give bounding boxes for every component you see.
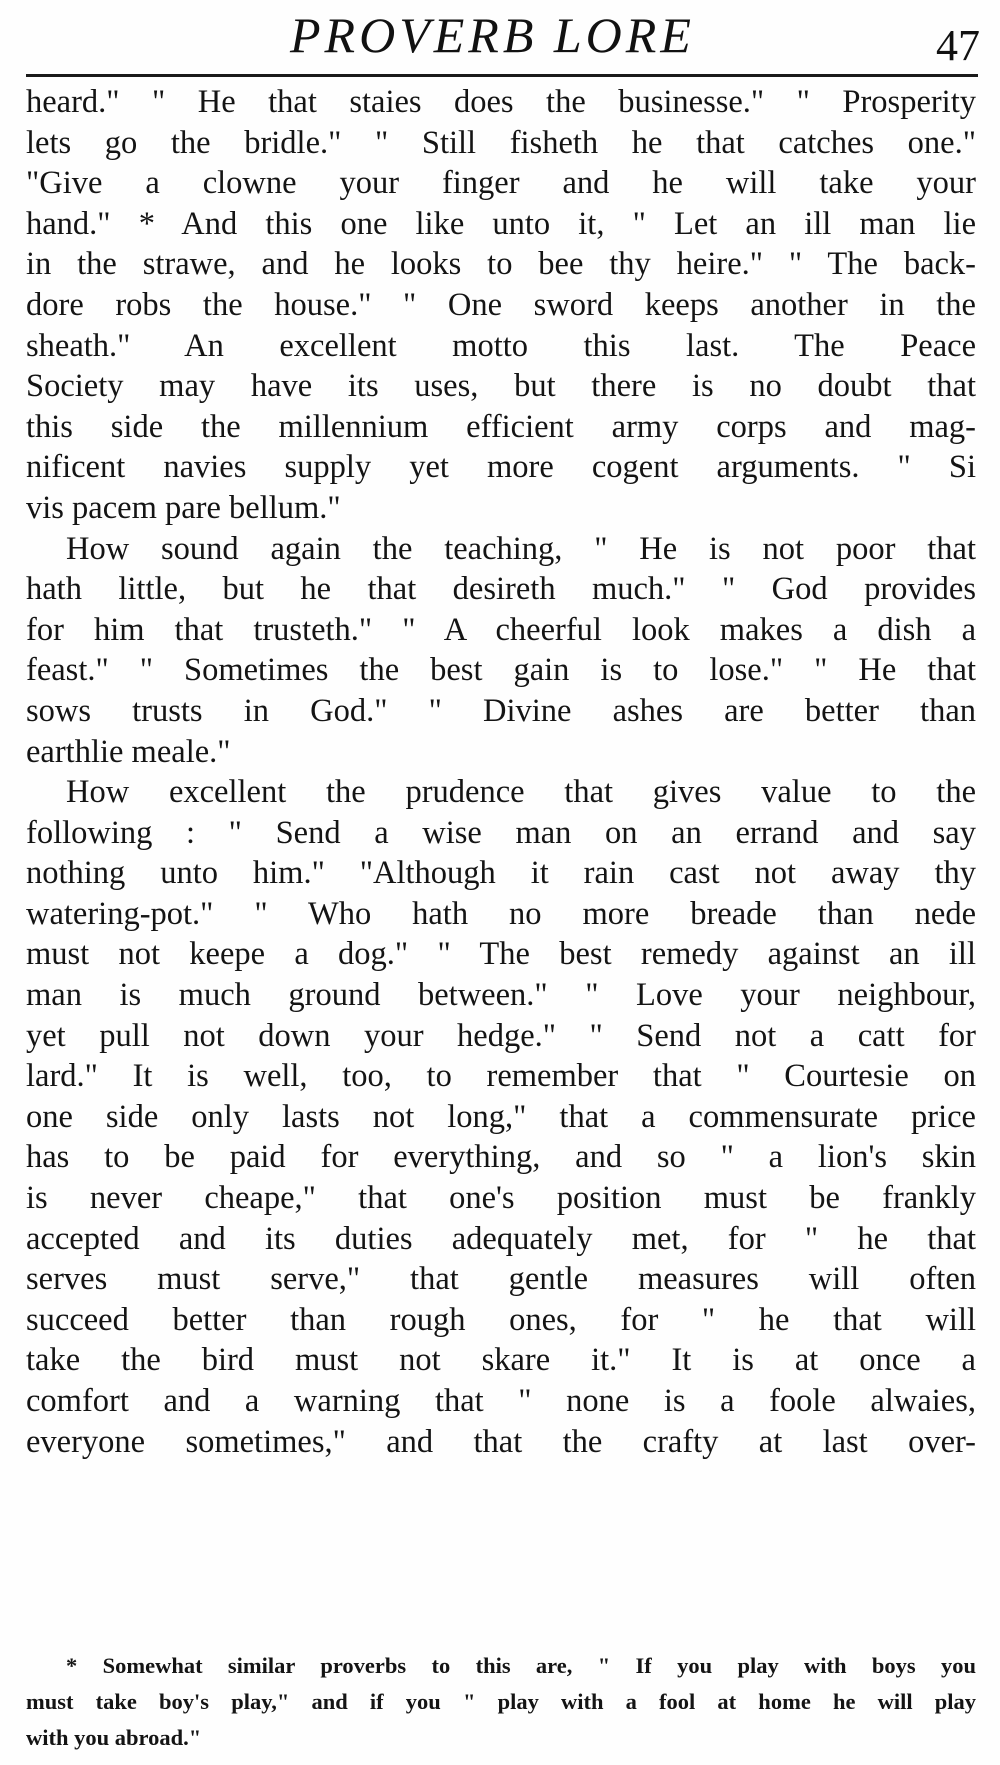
text-line: accepted and its duties adequately met, for " he that (26, 1220, 976, 1257)
page-number: 47 (936, 21, 980, 70)
text-line: sheath." An excellent motto this last. The Peace (26, 327, 976, 364)
text-line: take the bird must not skare it." It is at once a (26, 1342, 976, 1379)
text-line: Society may have its uses, but there is no doubt that (26, 368, 976, 405)
text-line: comfort and a warning that " none is a foole alwaies, (26, 1383, 976, 1419)
text-line: hand." * And this one like unto it, " Let an ill man lie (26, 205, 976, 242)
text-line: this side the millennium efficient army corps and mag- (26, 408, 976, 445)
text-line: succeed better than rough ones, for " he that will (26, 1301, 976, 1338)
text-line: lard." It is well, too, to remember that " Courtesie on (26, 1058, 976, 1095)
text-line: nificent navies supply yet more cogent arguments. " Si (26, 449, 976, 486)
text-line: dore robs the house." " One sword keeps another in the (26, 286, 976, 323)
text-line: nothing unto him." "Although it rain cast not away thy (26, 855, 976, 892)
text-line: earthlie meale." (26, 733, 231, 770)
text-line: for him that trusteth." " A cheerful look makes a dish a (26, 611, 976, 648)
text-line: How excellent the prudence that gives value to the (66, 774, 976, 811)
text-line: lets go the bridle." " Still fisheth he that catches one." (26, 124, 976, 161)
body-text (26, 82, 976, 1462)
text-line: sows trusts in God." " Divine ashes are better than (26, 692, 976, 729)
text-line: yet pull not down your hedge." " Send not a catt for (26, 1017, 976, 1054)
text-line: heard." " He that staies does the businesse." " Prosperity (26, 84, 976, 120)
text-line: vis pacem pare bellum." (26, 489, 341, 526)
text-line: has to be paid for everything, and so " a lion's skin (26, 1139, 976, 1176)
footnote (26, 1648, 976, 1756)
text-line: serves must serve," that gentle measures will often (26, 1261, 976, 1298)
text-line: in the strawe, and he looks to bee thy heire." " The back- (26, 246, 976, 283)
footnote-line: with you abroad." (26, 1725, 202, 1750)
header-rule (26, 74, 978, 77)
footnote-line: must take boy's play," and if you " play with a fool at home he will play (26, 1689, 976, 1714)
text-line: man is much ground between." " Love your neighbour, (26, 977, 976, 1014)
text-line: is never cheape," that one's position must be frankly (26, 1180, 976, 1217)
text-line: hath little, but he that desireth much." " God provides (26, 571, 976, 608)
text-line: feast." " Sometimes the best gain is to lose." " He that (26, 652, 976, 689)
text-line: watering-pot." " Who hath no more breade than nede (26, 895, 976, 932)
running-title: PROVERB LORE (290, 7, 695, 63)
text-line: following : " Send a wise man on an errand and say (26, 814, 976, 851)
text-line: one side only lasts not long," that a commensurate price (26, 1098, 976, 1135)
text-line: everyone sometimes," and that the crafty at last over- (26, 1423, 976, 1460)
footnote-line: * Somewhat similar proverbs to this are, " If you play with boys you (66, 1653, 976, 1678)
text-line: must not keepe a dog." " The best remedy against an ill (26, 936, 976, 973)
text-line: "Give a clowne your finger and he will take your (26, 165, 976, 202)
text-line: How sound again the teaching, " He is not poor that (66, 530, 976, 567)
page-header (0, 0, 1000, 80)
